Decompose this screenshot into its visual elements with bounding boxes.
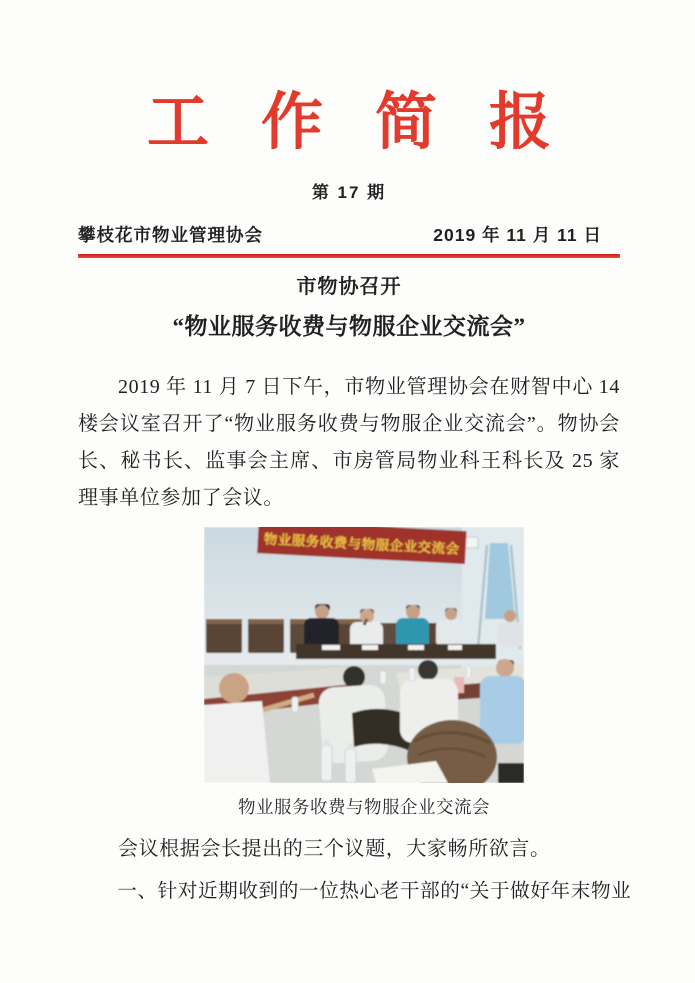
article-paragraph-2: 会议根据会长提出的三个议题，大家畅所欲言。 — [118, 838, 551, 860]
photo-caption: 物业服务收费与物服企业交流会 — [238, 797, 490, 817]
issue-date: 2019 年 11 月 11 日 — [433, 225, 602, 245]
masthead-row — [78, 222, 620, 247]
photo-haze — [204, 527, 524, 783]
article-paragraph-3: 一、针对近期收到的一位热心老干部的“关于做好年末物业 — [117, 881, 632, 902]
article-headline-line2: “物业服务收费与物服企业交流会” — [172, 314, 526, 339]
banner-text: 物业服务收费与物服企业交流会 — [263, 531, 461, 557]
masthead-divider — [78, 254, 620, 258]
issue-number: 第 17 期 — [311, 183, 387, 202]
article-paragraph-1: 2019 年 11 月 7 日下午，市物业管理协会在财智中心 14 楼会议室召开了“物业服务收费与物服企业交流会”。物协会长、秘书长、监事会主席、市房管局物业科王科长及 25 家理事单位参加了会议。 — [78, 376, 620, 509]
article-headline-line1: 市物协召开 — [296, 276, 402, 298]
bulletin-title: 工作简报 — [146, 89, 603, 157]
meeting-photo — [204, 527, 524, 783]
organization-name: 攀枝花市物业管理协会 — [78, 225, 263, 245]
meeting-photo-illustration — [204, 527, 524, 783]
